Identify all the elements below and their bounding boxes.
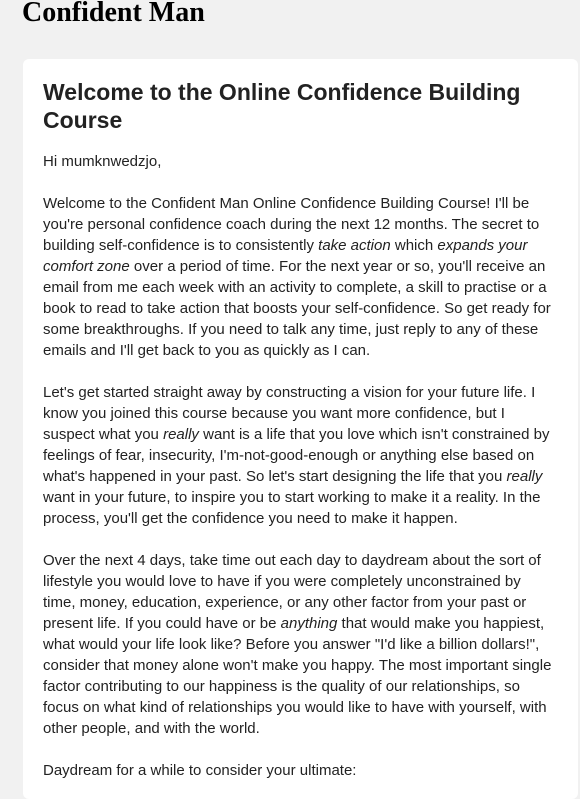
paragraph-daydream — [43, 550, 552, 739]
paragraph-intro-text-3: over a period of time. For the next year or so, you'll receive an email from me each week with an activity to complete, a skill to practise or a book to read to take action that boosts your self-confidence. So get ready for some breakthroughs. If you need to talk any time, just reply to any of these emails and I'll get back to you as quickly as I can. — [43, 258, 551, 359]
paragraph-intro-text-2: which — [390, 237, 438, 254]
paragraph-daydream-text-2: that would make you happiest, what would your life look like? Before you answer "I'd like a billion dollars!", consider that money alone won't make you happy. The most important single factor contributing to our happiness is the quality of our relationships, so focus on what kind of relationships you would like to have with yourself, with other people, and with the world. — [43, 615, 552, 737]
brand-title: Confident Man — [22, 0, 205, 28]
emphasis-anything: anything — [280, 615, 338, 632]
emphasis-really-2: really — [506, 468, 543, 485]
paragraph-vision-text-3: want in your future, to inspire you to start working to make it a reality. In the process, you'll get the confidence you need to make it happen. — [43, 489, 541, 527]
emphasis-comfort-zone: expands your comfort zone — [43, 237, 528, 275]
paragraph-vision-text-1: Let's get started straight away by constructing a vision for your future life. I know you joined this course because you want more confidence, but I suspect what you — [43, 384, 536, 443]
paragraph-vision-text-2: want is a life that you love which isn't constrained by feelings of fear, insecurity, I'm-not-good-enough or anything else based on what's happened in your past. So let's start designing the life that you — [43, 426, 550, 485]
paragraph-intro — [43, 193, 552, 361]
email-card — [23, 59, 578, 799]
emphasis-really-1: really — [163, 426, 199, 443]
paragraph-ultimate: Daydream for a while to consider your ultimate: — [43, 762, 357, 779]
emphasis-take-action: take action — [318, 237, 391, 254]
paragraph-vision — [43, 382, 552, 529]
paragraph-daydream-text-1: Over the next 4 days, take time out each day to daydream about the sort of lifestyle you would love to have if you were completely unconstrained by time, money, education, experience, or any other factor from your past or present life. If you could have or be — [43, 552, 541, 632]
email-headline: Welcome to the Online Confidence Building Course — [43, 79, 521, 133]
paragraph-intro-text-1: Welcome to the Confident Man Online Confidence Building Course! I'll be you're personal confidence coach during the next 12 months. The secret to building self-confidence is to consistently — [43, 195, 540, 254]
greeting: Hi mumknwedzjo, — [43, 153, 162, 170]
